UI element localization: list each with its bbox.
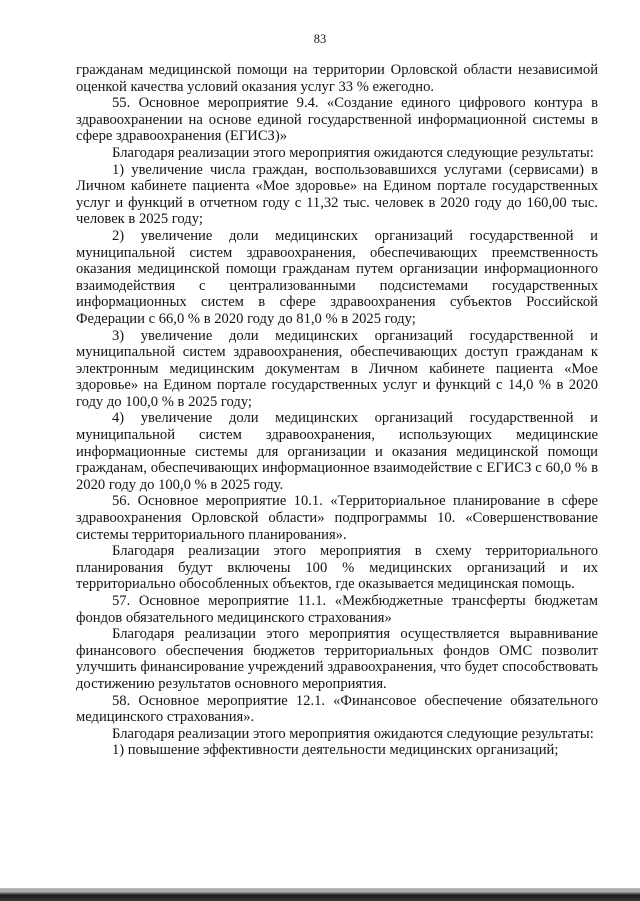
paragraph-expected-results-2: Благодаря реализации этого мероприятия ожидаются следующие результаты: xyxy=(112,725,594,742)
paragraph-expected-results: Благодаря реализации этого мероприятия ожидаются следующие результаты: xyxy=(112,144,594,161)
paragraph-result-4: 4) увеличение доли медицинских организаций государственной и муниципальной систем здравоохранения, использующих медицинские информационные системы для организации и оказания медицинской помощи гражданам, обеспечивающих информационное взаимодействие с ЕГИСЗ с 60,0 % в 2020 году до 100,0 % в 2025 году. xyxy=(76,410,598,493)
paragraph-measure-57-result: Благодаря реализации этого мероприятия осуществляется выравнивание финансового обеспечения бюджетов территориальных фондов ОМС позволит улучшить финансирование учреждений здравоохранения, что будет способствовать достижению результатов основного мероприятия. xyxy=(76,626,598,692)
page-number: 83 xyxy=(313,32,327,46)
paragraph-measure-55-heading: 55. Основное мероприятие 9.4. «Создание единого цифрового контура в здравоохранении на основе единой государственной информационной системы в сфере здравоохранения (ЕГИСЗ)» xyxy=(76,95,598,145)
paragraph-result-1: 1) увеличение числа граждан, воспользовавшихся услугами (сервисами) в Личном кабинете пациента «Мое здоровье» на Едином портале государственных услуг и функций в отчетном году с 11,32 тыс. человек в 2020 году до 160,00 тыс. человек в 2025 году; xyxy=(76,161,598,228)
scan-bottom-edge xyxy=(0,888,640,901)
paragraph-continuation: гражданам медицинской помощи на территории Орловской области независимой оценкой качества условий оказания услуг 33 % ежегодно. xyxy=(76,62,598,95)
paragraph-result-3: 3) увеличение доли медицинских организаций государственной и муниципальной систем здравоохранения, обеспечивающих доступ гражданам к электронным медицинским документам в Личном кабинете пациента «Мое здоровье» на Едином портале государственных услуг и функций с 14,0 % в 2020 году до 100,0 % в 2025 году; xyxy=(76,327,598,410)
paragraph-result-2: 2) увеличение доли медицинских организаций государственной и муниципальной систем здравоохранения, обеспечивающих преемственность оказания медицинской помощи гражданам путем организации информационного взаимодействия с централизованными подсистемами государственных информационных систем в сфере здравоохранения субъектов Российской Федерации с 66,0 % в 2020 году до 81,0 % в 2025 году; xyxy=(76,227,598,327)
paragraph-result-1b: 1) повышение эффективности деятельности медицинских организаций; xyxy=(112,742,559,759)
paragraph-measure-58-heading: 58. Основное мероприятие 12.1. «Финансовое обеспечение обязательного медицинского страхования». xyxy=(76,692,598,726)
document-body xyxy=(76,62,598,759)
paragraph-measure-57-heading: 57. Основное мероприятие 11.1. «Межбюджетные трансферты бюджетам фондов обязательного медицинского страхования» xyxy=(76,593,598,626)
paragraph-measure-56-heading: 56. Основное мероприятие 10.1. «Территориальное планирование в сфере здравоохранения Орловской области» подпрограммы 10. «Совершенствование системы территориального планирования». xyxy=(76,493,598,543)
paragraph-measure-56-result: Благодаря реализации этого мероприятия в схему территориального планирования будут включены 100 % медицинских организаций и их территориально обособленных объектов, где оказывается медицинская помощь. xyxy=(76,543,598,593)
